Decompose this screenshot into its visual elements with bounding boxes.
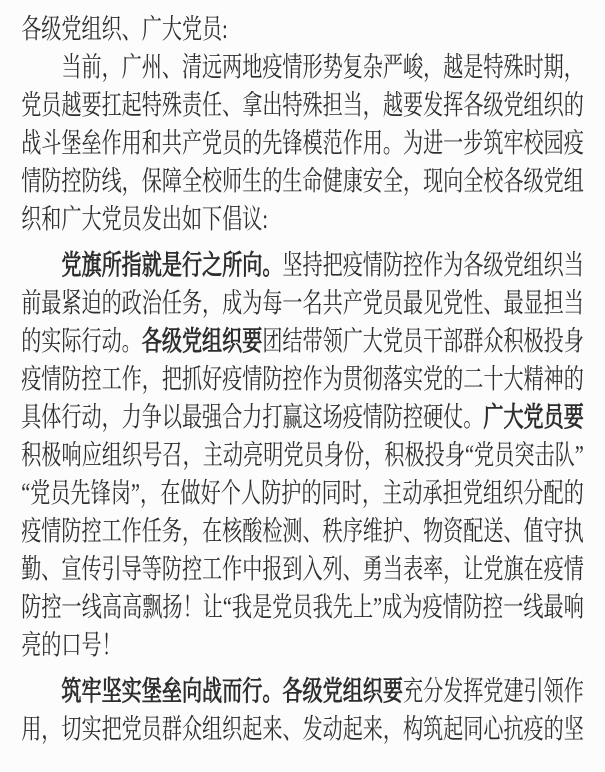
text-run: 团结带领广大党员干部群众积极投身疫情防控工作，把抓好疫情防控作为贯彻落实党的二十大精神的具体行动，力争以最强合力打赢这场疫情防控硬仗。 — [21, 325, 584, 432]
text-run-bold: 筑牢坚实堡垒向战而行。各级党组织要 — [61, 675, 403, 706]
text-run-bold: 党旗所指就是行之所向。 — [61, 249, 283, 280]
para-situation — [21, 48, 584, 238]
salutation: 各级党组织、广大党员: — [21, 13, 228, 44]
text-run: 当前，广州、清远两地疫情形势复杂严峻，越是特殊时期，党员越要扛起特殊责任、拿出特殊担当，越要发挥各级党组织的战斗堡垒作用和共产党员的先锋模范作用。为进一步筑牢校园疫情防控防线，保障全校师生的生命健康安全，现向全校各级党组织和广大党员发出如下倡议: — [21, 51, 584, 234]
text-run-bold: 广大党员要 — [483, 401, 584, 432]
para-fortress — [21, 672, 584, 748]
text-run: 积极响应组织号召，主动亮明党员身份，积极投身“党员突击队”“党员先锋岗”，在做好个人防护的同时，主动承担党组织分配的疫情防控工作任务，在核酸检测、秩序维护、物资配送、值守执勤、宣传引导等防控工作中报到入列、勇当表率，让党旗在疫情防控一线高高飘扬！让“我是党员我先上”成为疫情防控一线最响亮的口号！ — [21, 439, 584, 660]
text-run: 坚持把疫情防控作为各级党组织当前最紧迫的政治任务，成为每一名共产党员最见党性、最显担当的实际行动。 — [21, 249, 584, 356]
text-run-bold: 各级党组织要 — [141, 325, 263, 356]
para-flag-direction — [21, 246, 584, 664]
document-body — [21, 48, 584, 748]
text-run: 充分发挥党建引领作用，切实把党员群众组织起来、发动起来，构筑起同心抗疫的坚 — [21, 675, 584, 744]
